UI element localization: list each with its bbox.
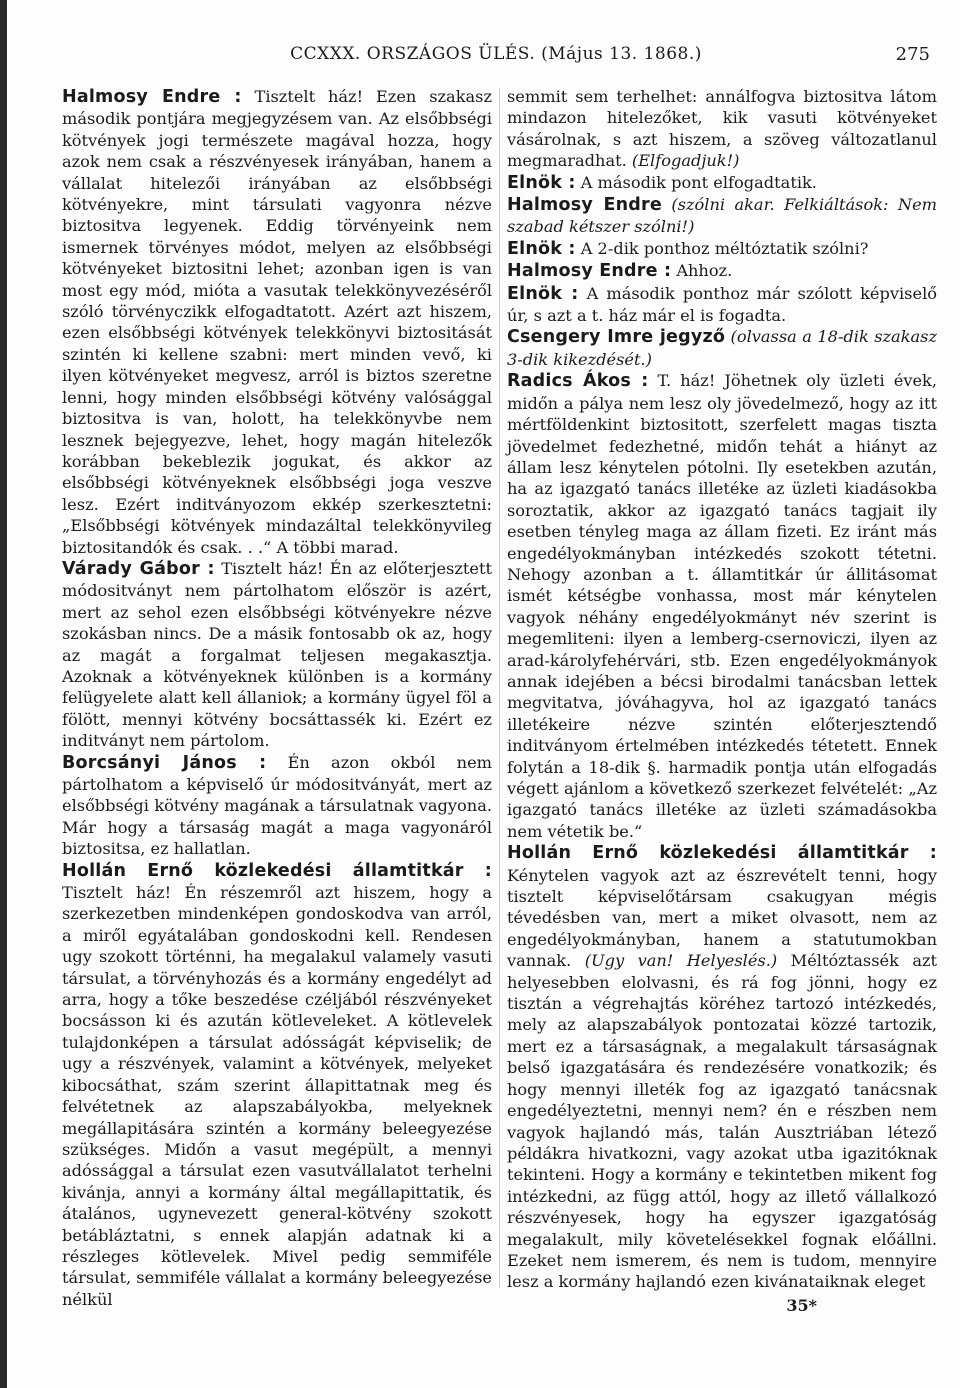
paragraph (507, 238, 937, 260)
speaker-name: Borcsányi János : (62, 752, 267, 773)
speaker-name: Csengery Imre jegyző (507, 327, 726, 348)
speech-text: Kénytelen vagyok azt az észrevételt tenni, hogy tisztelt képviselőtársam csakugyan mégis tévedésben van, mert a miket olvasott, nem az engedélyokmányban, hanem a statutumokban vannak. (507, 865, 937, 971)
paragraph (507, 326, 937, 370)
paragraph (507, 172, 937, 194)
paragraph (62, 86, 492, 558)
speech-text: A második pont elfogadtatik. (575, 172, 817, 192)
speech-text: Méltóztassék azt helyesebben elolvasni, és rá fog jönni, hogy ez tisztán a végrehajtás köréhez tartozó intézkedés, mely az alapszabályok pontozatai közzé tartozik, mert ez a társaságnak, a megalakult társaságnak belső igazgatására és rendezésére vonatkozik; és hogy mennyi illeték fog az igazgató tanácsnak engedélyeztetni, mennyi nem? én e részben nem vagyok hajlandó más, talán Ausztriában létező példákra hivatkozni, vagy azokat utba igazitóknak tekinteni. Hogy a kormány e tekintetben mikent fog intézkedni, az függ attól, hogy az illető vállalkozó részvényesek, hogy ha egyszer igazgatóság megalakult, mily követelésekkel fognak előállni. Ezeket nem ismerem, és nem is tudom, mennyire lesz a kormány hajlandó ezen kivánataiknak eleget (507, 951, 938, 1292)
paragraph (62, 558, 492, 752)
right-column (507, 86, 937, 1316)
scan-edge (0, 0, 7, 1388)
speaker-name: Hollán Ernő közlekedési államtitkár : (62, 860, 492, 881)
speech-text: A 2-dik ponthoz méltóztatik szólni? (575, 238, 869, 258)
column-divider (499, 88, 500, 1288)
speaker-name: Elnök : (507, 283, 579, 304)
speech-text: A második ponthoz már szólott képviselő úr, s azt a t. ház már el is fogadta. (507, 283, 937, 326)
speech-text: Én azon okból nem pártolhatom a képviselő úr módositványát, mert az elsőbbségi kötvény magának a társulatnak vagyona. Már hogy a társaság magát a maga vagyonáról biztositsa, ez hallatlan. (62, 752, 492, 859)
page-header (62, 44, 930, 74)
speaker-name: Halmosy Endre : (62, 87, 242, 107)
speech-text: Ahhoz. (671, 261, 733, 281)
signature-mark: 35* (786, 1295, 817, 1315)
paragraph (507, 370, 937, 842)
speaker-name: Elnök : (507, 238, 576, 259)
paragraph (507, 842, 937, 1293)
paragraph (62, 860, 492, 1311)
paragraph (62, 752, 492, 860)
paragraph (507, 283, 937, 327)
page-number: 275 (895, 44, 930, 65)
speech-text: semmit sem terhelhet: annálfogva biztositva látom mindazon hitelezőket, kik vasuti kötvényeket vásárolnak, s azt hiszem, a szöveg változatlanul megmaradhat. (507, 87, 937, 171)
paragraph (507, 260, 937, 282)
speaker-name: Hollán Ernő közlekedési államtitkár : (507, 843, 937, 864)
paragraph (507, 194, 937, 238)
left-column (62, 86, 492, 1310)
speech-text: Tisztelt ház! Én részemről azt hiszem, hogy a szerkezetben mindenképen gondoskodva van arról, a miről egyátalában gondoskodni kell. Rendesen ugy szokott történni, ha megalakul valamely vasuti társulat, a törvényhozás és a kormány engedélyt ad arra, hogy a tőke beszedése czéljából részvényeket bocsásson ki és azután kötleveleket. A kötlevelek tulajdonképen a társulat adósságát képviselik; de ugy a részvények, valamint a kötvények, melyeket kibocsáthat, szám szerint állapittatnak meg és felvétetnek az alapszabályokba, melyeknek megállapitására szintén a kormány beleegyezése szükséges. Midőn a vasut megépült, a mennyi adóssággal a társulat ezen vasutvállalatot terhelni kivánja, annyi a kormány által megállapittatik, és átalános, ugynevezett general-kötvény szokott betábláztatni, s ennek alapján adatnak ki a részleges kötlevelek. Mivel pedig semmiféle társulat, semmiféle vállalat a kormány beleegyezése nélkül (62, 883, 492, 1309)
speaker-name: Elnök : (507, 172, 576, 193)
paragraph (507, 86, 937, 172)
speaker-name: Várady Gábor : (62, 558, 215, 579)
speech-text: Tisztelt ház! Ezen szakasz második pontjára megjegyzésem van. Az elsőbbségi kötvények jogi természete magával hozza, hogy azok nem csak a részvényesek irányában, hanem a vállalat hitelezői irányában az elsőbbségi kötvényekre, mint társulati vagyonra nézve biztositva legyenek. Eddig törvényeink nem ismernek törvényes módot, melyen az elsőbbségi kötvényeket biztositni lehet; azonban igen is van most egy mód, mióta a vasutak telekkönyvezéséről szóló törvényczikk elfogadtatott. Azért azt hiszem, ezen elsőbbségi kötvények telekkönyvi biztositását szintén ki kellene szabni: mert minden vevő, ki ilyen kötvényeket megvesz, arról is biztos szeretne lenni, hogy minden elsőbbségi kötvény valósággal biztositva is van, holott, ha telekkönyvbe nem lesznek bejegyezve, lehet, hogy magán hitelezők korábban bekeblezik jogukat, és akkor az elsőbbségi kötvényeknek elsőbbségi joga veszve lesz. Ezért inditványozom ekkép szerkesztetni: „Elsőbbségi kötvények mindazáltal telekkönyvileg biztositandók és csak. . .“ A többi marad. (62, 87, 492, 557)
speech-text: Tisztelt ház! Én az előterjesztett módositványt nem pártolhatom először is azért, mert az sehol ezen elsőbbségi kötvényekre nézve szokásban nincs. De a másik fontosabb ok az, hogy az magát a forgalmat teljesen megakasztja. Azoknak a kötvényeknek különben is a kormány felügyelete alatt kell állaniok; a kormány ügyel föl a fölött, mennyi kötvény bocsáttassék ki. Ezért ez inditványt nem pártolom. (62, 558, 492, 751)
page-title: CCXXX. ORSZÁGOS ÜLÉS. (Május 13. 1868.) (290, 44, 702, 64)
speech-text: T. ház! Jöhetnek oly üzleti évek, midőn a pálya nem lesz oly jövedelmező, hogy az itt mértföldenkint biztositott, szerfelett magas tiszta jövedelmet fedezhetné, midőn tehát a hiányt az állam lesz kénytelen pótolni. Ily esetekben azután, ha az igazgató tanács illetéke az üzleti kiadásokba soroztatik, akkor az igazgató tanács tagjait ily esetben tényleg maga az állam fizeti. Ez iránt más engedélyokmányban intézkedés szokott tétetni. Nehogy azonban a t. államtitkár úr állitásomat ismét kétségbe vonhassa, most már kénytelen vagyok néhány engedélyokmányt név szerint is megemliteni: ilyen a lemberg-csernoviczi, ilyen az arad-károlyfehérvári, stb. Ezen engedélyokmányok annak idejében a bécsi birodalmi tanácsban lettek megvitatva, jóváhagyva, hol az igazgató tanács illetékeire nézve szintén előterjesztendő inditványom értelmében intézkedés tétetett. Ennek folytán a 18-dik §. harmadik pontja után elfogadás végett ajánlom a következő szerkezet felvételét: „Az igazgató tanács illetéke az üzleti számadásokba nem vétetik be.“ (507, 371, 937, 841)
interjection: (Elfogadjuk!) (626, 151, 740, 171)
speaker-name: Radics Ákos : (507, 371, 649, 392)
speaker-name: Halmosy Endre (507, 195, 662, 216)
interjection: (Ugy van! Helyeslés.) (571, 951, 778, 971)
interjection: (olvassa a 18-dik szakasz 3-dik kikezdését.) (507, 327, 937, 369)
speaker-name: Halmosy Endre : (507, 261, 672, 282)
interjection: (szólni akar. Felkiáltások: Nem szabad kétszer szólni!) (507, 195, 937, 237)
